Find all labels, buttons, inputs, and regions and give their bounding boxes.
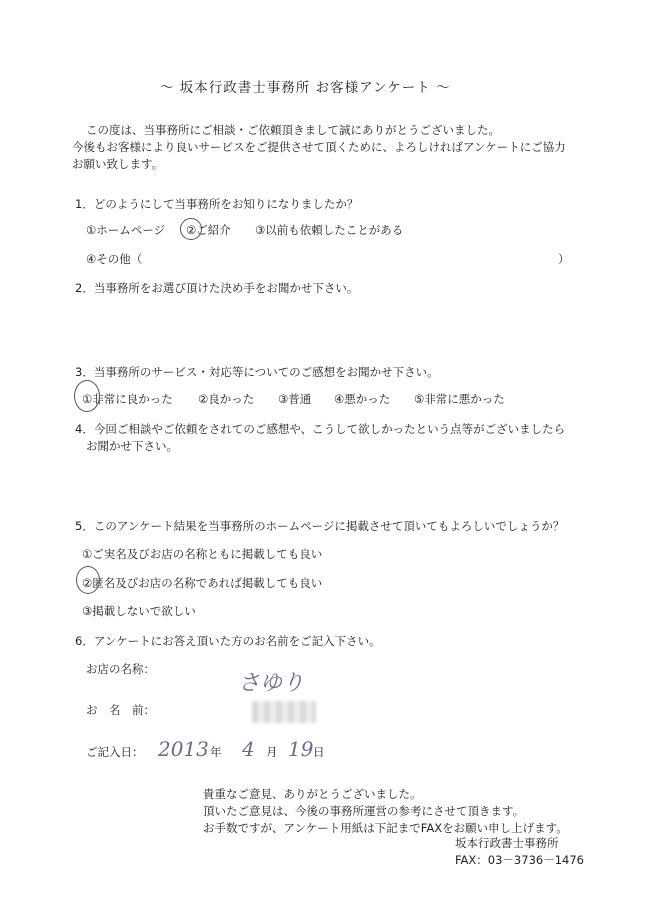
q3-option-1: ①非常に良かった: [82, 392, 173, 406]
q5-question: 5．このアンケート結果を当事務所のホームページに掲載させて頂いてもよろしいでしょうか？: [75, 519, 565, 533]
q5-selection-circle: [76, 566, 100, 594]
blurred-name: [252, 701, 316, 723]
month-unit: 月: [266, 745, 278, 759]
q5-option-2: ②匿名及びお店の名称であれば掲載しても良い: [82, 576, 323, 590]
q1-option-2: ②ご紹介: [186, 223, 231, 237]
intro-line-3: お願い致します。: [72, 157, 164, 171]
customer-name-label: お 名 前：: [86, 703, 155, 717]
day-unit: 日: [313, 745, 325, 759]
q4-question-line-1: 4．今回ご相談やご依頼をされてのご感想や、こうして欲しかったという点等がございましたら: [75, 422, 566, 436]
q2-question: 2．当事務所をお選び頂けた決め手をお聞かせ下さい。: [75, 281, 359, 295]
shop-name-value: さゆり: [238, 671, 305, 696]
intro-line-1: この度は、当事務所にご相談・ご依頼頂きまして誠にありがとうございました。: [86, 123, 500, 137]
q3-selection-circle: [74, 380, 100, 412]
q1-option-other-close: ）: [558, 252, 570, 266]
q3-option-4: ④悪かった: [334, 392, 391, 406]
office-fax: FAX：03－3736－1476: [455, 853, 584, 867]
q1-option-1: ①ホームページ: [86, 223, 166, 237]
q3-option-2: ②良かった: [198, 392, 255, 406]
q3-option-3: ③普通: [278, 392, 312, 406]
closing-line-1: 貴重なご意見、ありがとうございました。: [203, 787, 422, 801]
q3-question: 3．当事務所のサービス・対応等についてのご感想をお聞かせ下さい。: [75, 365, 439, 379]
date-month-value: 4: [242, 737, 255, 761]
q1-option-other: ④その他（: [86, 252, 143, 266]
q6-question: 6．アンケートにお答え頂いた方のお名前をご記入下さい。: [75, 634, 381, 648]
q4-question-line-2: お聞かせ下さい。: [86, 439, 178, 453]
closing-line-2: 頂いたご意見は、今後の事務所運営の参考にさせて頂きます。: [203, 804, 525, 818]
intro-line-2: 今後もお客様により良いサービスをご提供させて頂くために、よろしければアンケートにご協力: [72, 140, 566, 154]
date-year-value: 2013: [158, 737, 209, 761]
survey-title: ～ 坂本行政書士事務所 お客様アンケート ～: [160, 80, 451, 96]
date-day-value: 19: [288, 737, 314, 761]
q5-option-1: ①ご実名及びお店の名称ともに掲載しても良い: [82, 547, 323, 561]
date-label: ご記入日：: [86, 745, 144, 759]
shop-name-label: お店の名称：: [86, 662, 155, 676]
q1-option-3: ③以前も依頼したことがある: [255, 223, 404, 237]
office-name: 坂本行政書士事務所: [455, 836, 559, 850]
q1-selection-circle: [180, 218, 202, 240]
q1-question: 1．どのようにして当事務所をお知りになりましたか？: [75, 197, 359, 211]
closing-line-3: お手数ですが、アンケート用紙は下記までFAXをお願い申し上げます。: [203, 821, 568, 835]
q3-option-5: ⑤非常に悪かった: [414, 392, 505, 406]
year-unit: 年: [210, 745, 222, 759]
q5-option-3: ③掲載しないで欲しい: [82, 604, 196, 618]
